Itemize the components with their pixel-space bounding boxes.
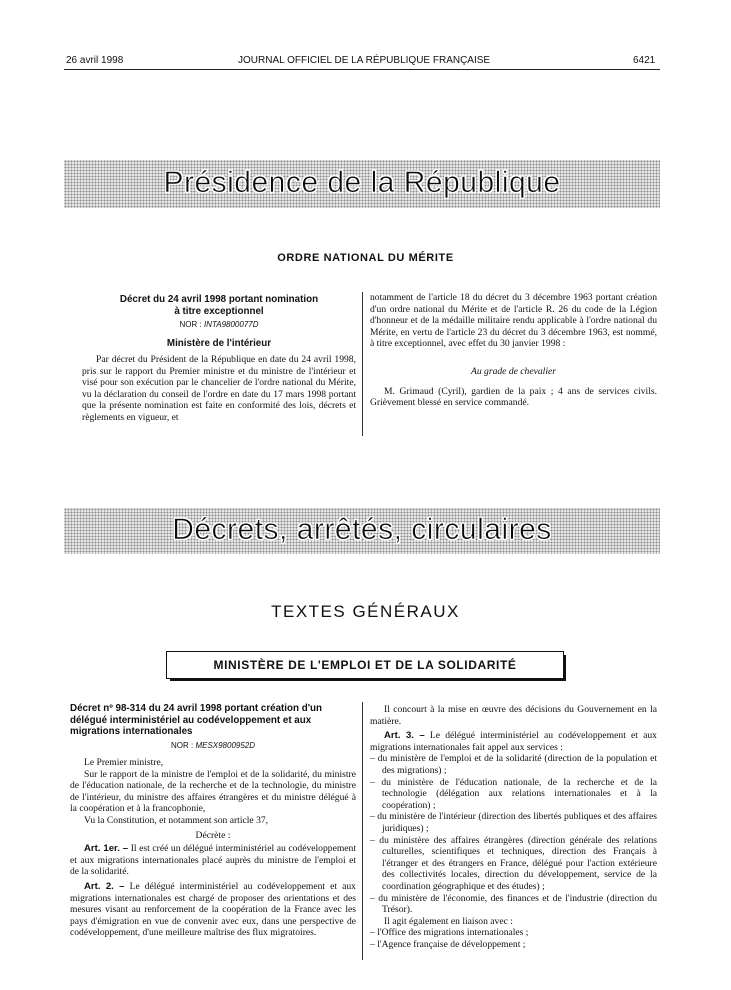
section2-right-column: [370, 704, 657, 950]
section1-left-column: [82, 294, 356, 424]
banner-decrets: [64, 508, 660, 554]
decree1-paragraph-right: notamment de l'article 18 du décret du 3 décembre 1963 portant création d'un ordre national du Mérite et de l'article R. 26 du code de la Légion d'honneur et de la médaille militaire rendu applicable à l'ordre national du Mérite, en vertu de l'article 23 du décret du 3 décembre 1963, est nommé, à titre exceptionnel, avec effet du 30 janvier 1998 :: [370, 292, 657, 350]
decree1-nominee: M. Grimaud (Cyril), gardien de la paix ; 4 ans de services civils. Grièvement blessé en service commandé.: [370, 385, 657, 409]
decree1-ministry: Ministère de l'intérieur: [166, 337, 272, 349]
art3-label: Art. 3. –: [384, 730, 425, 742]
art1-label: Art. 1er. –: [84, 843, 129, 855]
nor-label: NOR :: [170, 740, 194, 750]
decree2-dash-6: – l'Office des migrations internationales ;: [370, 927, 529, 939]
decree2-p2: Sur le rapport de la ministre de l'emploi et de la solidarité, du ministre de l'éducation nationale, de la recherche et de la technologie, du ministre de l'intérieur, du ministre des affaires étrangères et du ministre délégué à la coopération et à la francophonie,: [70, 768, 356, 815]
header-date: 26 avril 1998: [66, 55, 124, 66]
decree1-grade: Au grade de chevalier: [471, 365, 556, 377]
section-title-ordre: ORDRE NATIONAL DU MÉRITE: [277, 252, 454, 264]
column-divider-2: [362, 702, 363, 960]
banner-presidence: [64, 160, 660, 208]
art1-text: Il est créé un délégué interministériel au codéveloppement et aux migrations internationales placé auprès du ministre de l'emploi et de la solidarité.: [70, 843, 357, 878]
decree2-p3: Vu la Constitution, et notamment son article 37,: [84, 815, 269, 827]
decree2-art3: [370, 730, 657, 753]
decree2-dash-7: – l'Agence française de développement ;: [370, 938, 526, 950]
decree2-art1: [70, 843, 356, 878]
nor-label: NOR :: [179, 320, 202, 329]
banner-decrets-text: Décrets, arrêtés, circulaires: [172, 513, 552, 546]
decree2-r-p1: Il concourt à la mise en œuvre des décisions du Gouvernement en la matière.: [370, 704, 657, 727]
nor-code: INTA9800077D: [203, 320, 259, 329]
decree1-paragraph-left: Par décret du Président de la République en date du 24 avril 1998, pris sur le rapport du Premier ministre et du ministre de l'intérieur et visé pour son exécution par le chancelier de l'ordre national du Mérite, vu la déclaration du conseil de l'ordre en date du 17 mars 1998 portant que la présente nomination est faite en conformité des lois, décrets et règlements en vigueur, et: [82, 354, 356, 424]
decree2-r-p2: Il agit également en liaison avec :: [384, 915, 513, 927]
art3-text: Le délégué interministériel au codéveloppement et aux migrations internationales fait appel aux services :: [370, 730, 657, 753]
section1-right-column: [370, 292, 657, 409]
header-rule: [64, 69, 660, 70]
nor-code: MESX9800952D: [195, 740, 256, 750]
decree1-title-line2: à titre exceptionnel: [174, 305, 264, 317]
decree2-dash-5: – du ministère de l'économie, des finances et de l'industrie (direction du Trésor).: [370, 892, 657, 916]
header-journal-title: JOURNAL OFFICIEL DE LA RÉPUBLIQUE FRANÇAISE: [238, 55, 491, 66]
decree1-nor: [82, 319, 356, 331]
decree2-dash-3: – du ministère de l'intérieur (direction des libertés publiques et des affaires juridiques) ;: [370, 811, 657, 834]
decree2-title: Décret nº 98-314 du 24 avril 1998 portant création d'un délégué interministériel au codéveloppement et aux migrations internationales: [70, 703, 323, 737]
column-divider: [362, 292, 363, 436]
decree2-nor: [70, 740, 356, 752]
decree1-title-line1: Décret du 24 avril 1998 portant nomination: [119, 294, 319, 305]
art2-label: Art. 2. –: [84, 881, 125, 893]
header-page-number: 6421: [633, 55, 656, 66]
ministry-box: MINISTÈRE DE L'EMPLOI ET DE LA SOLIDARITÉ: [166, 651, 564, 679]
decree2-p1: Le Premier ministre,: [84, 757, 164, 769]
section2-left-column: [70, 703, 356, 939]
decree2-decrete: Décrète :: [195, 829, 231, 841]
textes-generaux-heading: TEXTES GÉNÉRAUX: [271, 602, 460, 621]
banner-presidence-text: Présidence de la République: [163, 166, 561, 199]
art2-text: Le délégué interministériel au codéveloppement et aux migrations internationales est chargé de proposer des orientations et des mesures visant au renforcement de la coopération de la France avec les pays d'émigration en vue de convenir avec eux, dans une perspective de codéveloppement, d'une meilleure maîtrise des flux migratoires.: [70, 881, 356, 939]
decree2-dash-2: – du ministère de l'éducation nationale, de la recherche et de la technologie (délégation aux relations internationales et à la coopération) ;: [370, 776, 657, 811]
decree2-art2: [70, 881, 356, 939]
decree2-dash-4: – du ministère des affaires étrangères (direction générale des relations culturelles, scientifiques et techniques, direction des Français à l'étranger et des étrangers en France, délégué pour l'action extérieure des collectivités locales, direction du développement, service de la coordination géographique et des études) ;: [370, 834, 657, 892]
decree2-dash-1: – du ministère de l'emploi et de la solidarité (direction de la population et des migrations) ;: [370, 753, 657, 776]
